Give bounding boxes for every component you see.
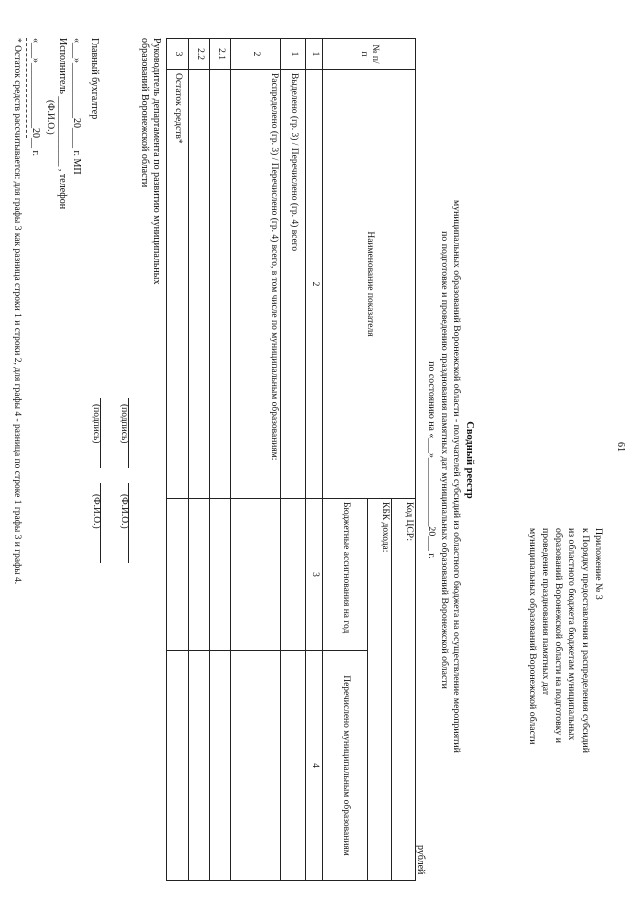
head-title-line2: образований Воронежской области [139,38,150,188]
document-title [425,200,475,753]
row-value [210,499,231,651]
row-value [167,651,189,881]
table-row [189,39,210,881]
appendix-line: к Порядку предоставления и распределения субсидий [579,528,591,753]
row-value [189,499,210,651]
signature-caption: (подпись) [119,404,129,444]
fio-caption: (Ф.И.О.) [91,494,101,529]
row-name: Выделено (гр. 3) / Перечислено (гр. 4) всего [281,70,306,499]
row-num: 3 [167,39,189,70]
signature-block [13,38,163,880]
kod-csr: Код ЦСР: [392,499,416,881]
row-value [167,499,189,651]
appendix-block [525,528,605,838]
row-name: Распределено (гр. 3) / Перечислено (гр. 4) всего, в том числе по муниципальным образованиям: [231,70,281,499]
executor-line: Исполнитель ______________ , телефон [57,38,68,210]
appendix-line: муниципальных образований Воронежской области [526,528,538,745]
row-value [281,499,306,651]
kbk-dohoda: КБК дохода: [368,499,392,881]
row-num: 2.2 [189,39,210,70]
row-value [281,651,306,881]
fio-caption: (Ф.И.О.) [119,494,129,529]
footnote-separator [26,38,27,138]
index-cell: 1 [306,39,323,70]
title-main: Сводный реестр [464,421,475,499]
chief-accountant-label: Главный бухгалтер [89,38,100,120]
table-row [167,39,189,881]
index-cell: 2 [306,70,323,499]
table-row [231,39,281,881]
row-value [189,651,210,881]
date-stamp: «___»___________20____ г. МП [71,38,82,175]
row-value [210,651,231,881]
table-row [210,39,231,881]
row-num: 1 [281,39,306,70]
title-date: по состоянию на «___»______________20___ г. [426,361,438,559]
index-cell: 3 [306,499,323,651]
title-line: муниципальных образований Воронежской области - получателей субсидий из областного бюджета на осуществление мероприятий [451,200,463,753]
date-line: «___»_____________20__ г. [30,38,41,156]
header-num: № п/п [323,39,416,70]
table-row [281,39,306,881]
appendix-line: Приложение № 3 [593,528,604,600]
header-name: Наименование показателя [323,70,416,499]
header-col3: Бюджетные ассигнования на год [323,499,368,651]
row-value [231,499,281,651]
appendix-line: из областного бюджета бюджетам муниципальных [566,528,578,741]
row-num: 2 [231,39,281,70]
row-value [231,651,281,881]
executor-fio-caption: (Ф.И.О.) [45,100,55,135]
unit-label: рублей [415,845,426,875]
row-name [210,70,231,499]
row-num: 2.1 [210,39,231,70]
title-line: по подготовке и проведению празднования памятных дат муниципальных образований Воронежской области [439,231,450,689]
appendix-line: образований Воронежской области на подготовку и [553,528,565,743]
footnote: * Остаток средств рассчитывается: для графы 3 как разница строки 1 и строки 2, для графы 4 - разница по строке 1 графы 3 и графы 4. [12,38,22,585]
page-number: 61 [615,442,626,452]
index-cell: 4 [306,651,323,881]
signature-caption: (подпись) [91,404,101,444]
header-col4: Перечислено муниципальным образованиям [323,651,368,881]
row-name: Остаток средств* [167,70,189,499]
head-title-line1: Руководитель департамента по развитию муниципальных [151,38,162,285]
row-name [189,70,210,499]
registry-table [166,38,416,881]
appendix-line: проведение празднования памятных дат [539,528,551,696]
